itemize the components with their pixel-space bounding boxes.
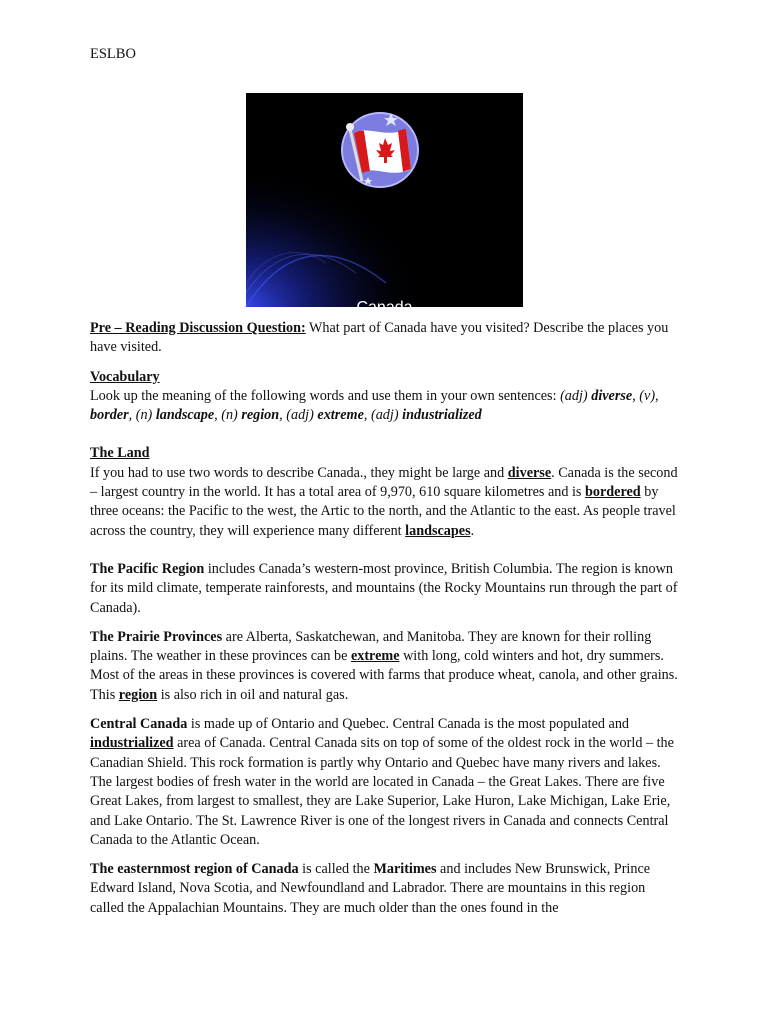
paragraph-text: . Canada is the second – largest country in the world. It has a total area of 9,970, 610 square kilometres and is [90, 464, 678, 501]
slide-title: Canada [356, 299, 413, 316]
vocab-word: diverse [591, 387, 633, 404]
canada-flag-icon [342, 113, 418, 187]
keyword-region: region [118, 686, 158, 703]
vocab-pos: (v), [635, 387, 659, 404]
vocab-sep: , [363, 407, 368, 424]
pre-reading-text: What part of Canada have you visited? Describe the places you have visited. [90, 320, 669, 356]
pacific-region-lead: The Pacific Region [90, 560, 205, 577]
the-land-paragraph [90, 464, 680, 541]
vocab-word: extreme [317, 407, 364, 424]
pre-reading-question [90, 319, 680, 358]
central-canada-lead: Central Canada [90, 716, 188, 733]
vocab-pos: (adj) [282, 407, 318, 424]
the-land-heading [90, 444, 680, 463]
paragraph-text: is called the [298, 861, 374, 878]
paragraph-text: by three oceans: the Pacific to the west, the Artic to the north, and the Atlantic to the east. As people travel across the country, they will experience many different [90, 484, 676, 539]
vocab-pos: (n) [132, 407, 156, 424]
central-canada-paragraph [90, 715, 680, 850]
vocab-word: landscape [155, 407, 215, 424]
pre-reading-label: Pre – Reading Discussion Question: [90, 320, 306, 336]
prairie-provinces-lead: The Prairie Provinces [90, 628, 223, 645]
pacific-region-paragraph [90, 560, 680, 618]
vocab-sep: , [128, 407, 133, 424]
eastern-region-lead: The easternmost region of Canada [90, 861, 299, 878]
paragraph-text: If you had to use two words to describe Canada., they might be large and [90, 464, 508, 481]
vocabulary-intro: Look up the meaning of the following words and use them in your own sentences: [90, 387, 561, 404]
keyword-extreme: extreme [350, 648, 400, 665]
vocab-word: industrialized [402, 407, 482, 424]
paragraph-text: is also rich in oil and natural gas. [157, 686, 349, 703]
eastern-region-paragraph [90, 860, 680, 918]
keyword-diverse: diverse [507, 464, 552, 481]
prairie-provinces-paragraph [90, 628, 680, 705]
keyword-landscapes: landscapes [405, 522, 471, 539]
vocab-pos: (adj) [560, 387, 592, 404]
vocab-sep: , [279, 407, 283, 424]
paragraph-text: and includes New Brunswick, Prince Edward Island, Nova Scotia, and Newfoundland and Labrador. There are mountains in this region called the Appalachian Mountains. They are much older than the ones found in the [90, 861, 651, 916]
vocab-pos: (n) [217, 407, 242, 424]
paragraph-text: is made up of Ontario and Quebec. Central Canada is the most populated and [187, 716, 630, 733]
slide-background [246, 93, 523, 307]
the-land-heading-text: The Land [90, 445, 150, 462]
vocabulary-heading-text: Vocabulary [90, 368, 160, 385]
header-label: ESLBO [90, 46, 136, 62]
vocabulary-instructions [90, 387, 680, 426]
paragraph-text: . [470, 522, 475, 539]
vocab-word: region [241, 407, 280, 424]
paragraph-text: are Alberta, Saskatchewan, and Manitoba. They are known for their rolling plains. The weather in these provinces can be [90, 628, 652, 665]
paragraph-text: area of Canada. Central Canada sits on top of some of the oldest rock in the world – the Canadian Shield. This rock formation is partly why Ontario and Quebec have many rivers and lakes. The largest bodies of fresh water in the world are located in Canada – the Great Lakes. There are five Great Lakes, from largest to smallest, they are Lake Superior, Lake Huron, Lake Michigan, Lake Erie, and Lake Ontario. The St. Lawrence River is one of the longest rivers in Canada and connects Central Canada to the Atlantic Ocean. [90, 735, 674, 848]
vocab-pos: (adj) [367, 407, 403, 424]
slide-subtitle: Land and People [341, 341, 428, 353]
paragraph-text: with long, cold winters and hot, dry summers. Most of the areas in these provinces is covered with farms that produce wheat, canola, and other grains. This [90, 648, 678, 703]
keyword-maritimes: Maritimes [373, 861, 437, 878]
document-body [90, 319, 680, 918]
paragraph-text: includes Canada’s western-most province, British Columbia. The region is known for its mild climate, temperate rainforests, and mountains (the Rocky Mountains run through the part of Canada). [90, 560, 678, 616]
vocab-sep: , [632, 387, 636, 404]
keyword-bordered: bordered [585, 484, 641, 501]
vocabulary-heading [90, 368, 680, 387]
keyword-industrialized: industrialized [90, 735, 174, 752]
title-slide-image [246, 93, 523, 353]
vocab-sep: , [214, 407, 218, 424]
vocab-word: border [90, 407, 129, 424]
